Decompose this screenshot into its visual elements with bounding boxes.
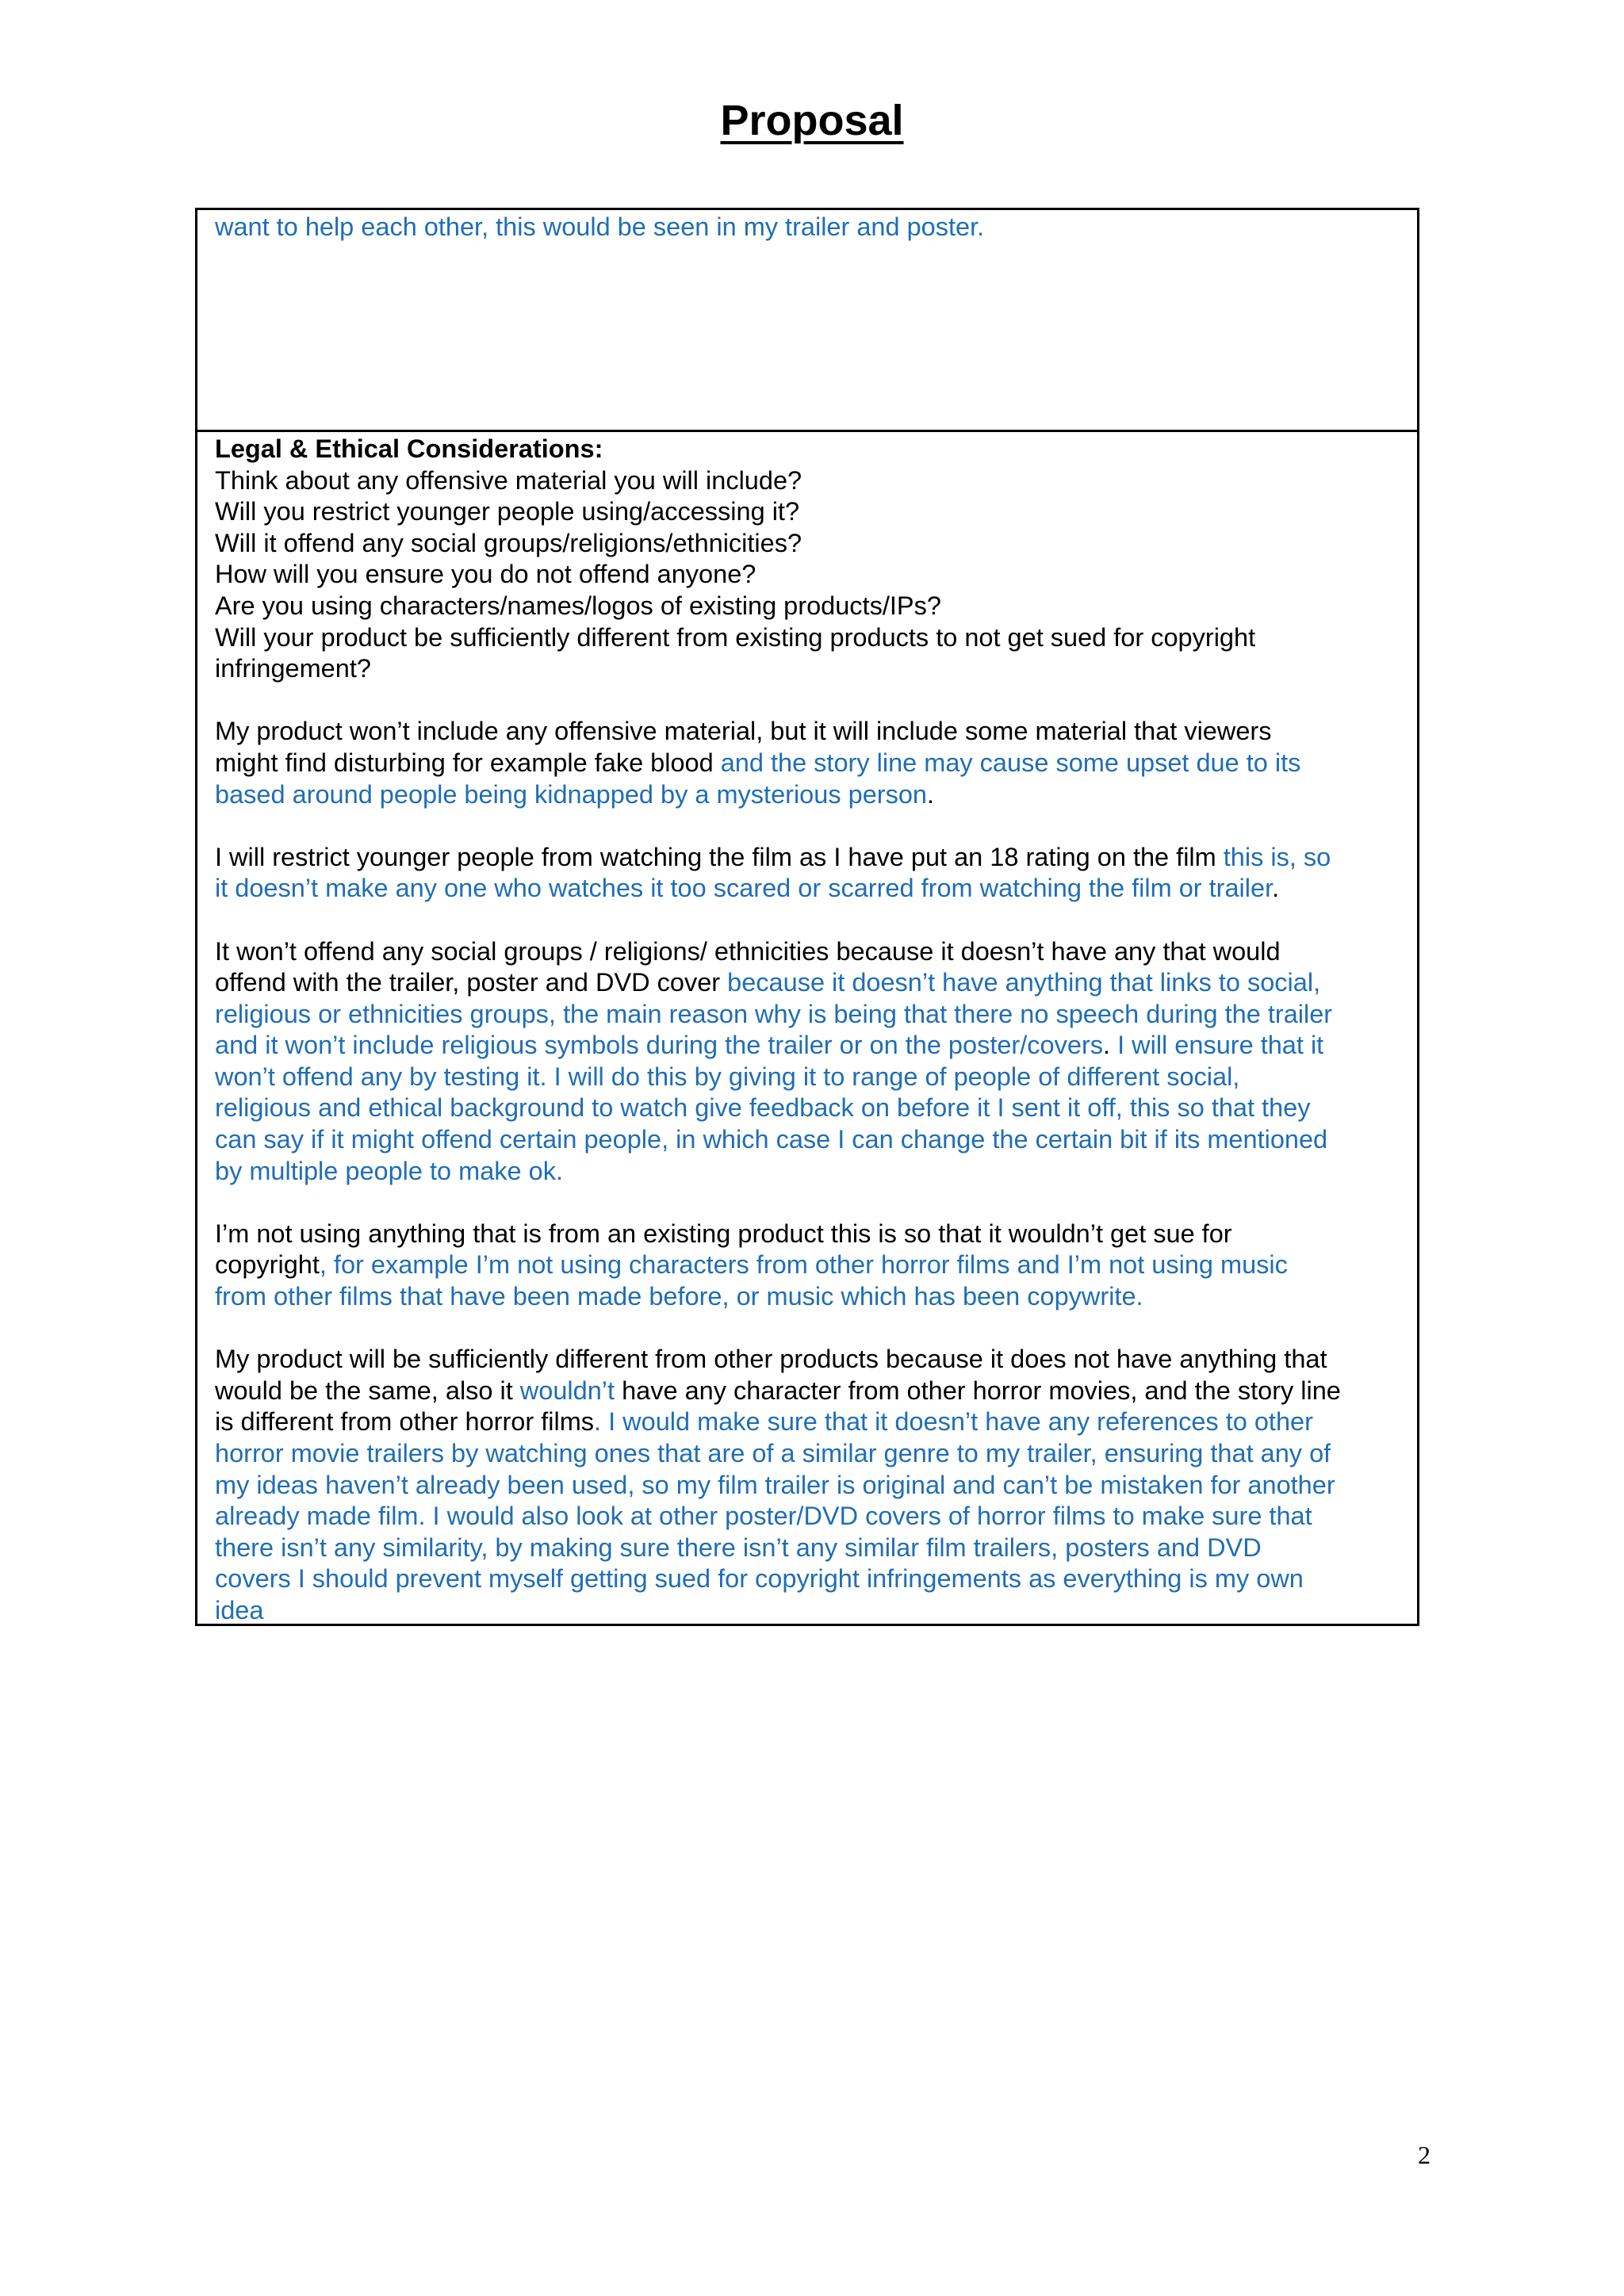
question-line: Will you restrict younger people using/accessing it?: [215, 497, 800, 526]
answer-text-added: from other films that have been made before, or music which has been copywrite.: [215, 1282, 1143, 1311]
answer-social-groups: [215, 936, 1403, 1188]
answer-text-added: , for example I’m not using characters from other horror films and I’m not using music: [319, 1250, 1288, 1280]
question-line: Will it offend any social groups/religions/ethnicities?: [215, 528, 802, 557]
answer-age-restriction: [215, 842, 1403, 905]
answer-text-added: already made film. I would also look at other poster/DVD covers of horror films to make sure that: [215, 1502, 1312, 1531]
answer-text-added: based around people being kidnapped by a mysterious person: [215, 779, 927, 809]
answer-text-added: my ideas haven’t already been used, so my film trailer is original and can’t be mistaken for another: [215, 1470, 1335, 1499]
answer-text: offend with the trailer, poster and DVD cover: [215, 968, 728, 997]
answer-copyright: [215, 1344, 1403, 1626]
question-line: Think about any offensive material you will include?: [215, 465, 802, 495]
continued-text: want to help each other, this would be seen in my trailer and poster.: [215, 212, 985, 241]
proposal-box-continued: [195, 208, 1419, 432]
answer-text-added: won’t offend any by testing it. I will do this by giving it to range of people of different social,: [215, 1062, 1240, 1091]
answer-text-added: religious or ethnicities groups, the main reason why is being that there no speech during the trailer: [215, 999, 1333, 1028]
answer-text-added: by multiple people to make ok.: [215, 1156, 563, 1185]
answer-text: .: [1272, 874, 1280, 903]
answer-text: might find disturbing for example fake blood: [215, 748, 721, 777]
legal-heading: Legal & Ethical Considerations:: [215, 434, 603, 463]
answer-text-added: wouldn’t: [519, 1376, 615, 1405]
answer-text: It won’t offend any social groups / religions/ ethnicities because it doesn’t have any that would: [215, 936, 1281, 966]
legal-ethical-box: [195, 430, 1419, 1626]
answer-text: is different from other horror films: [215, 1407, 595, 1437]
answer-text-added: and the story line may cause some upset due to its: [720, 748, 1301, 777]
answer-text: have any character from other horror movies, and the story line: [615, 1376, 1341, 1405]
question-line: How will you ensure you do not offend anyone?: [215, 560, 756, 589]
answer-text-added: . I would make sure that it doesn’t have any references to other: [594, 1407, 1313, 1437]
answer-text-added: there isn’t any similarity, by making sure there isn’t any similar film trailers, posters and DVD: [215, 1533, 1262, 1562]
answer-text-added: can say if it might offend certain people, in which case I can change the certain bit if its mentioned: [215, 1125, 1328, 1154]
page-title: Proposal: [720, 97, 904, 144]
answer-text-added: and it won’t include religious symbols during the trailer or on the poster/covers: [215, 1031, 1104, 1060]
answer-text: .: [1103, 1031, 1118, 1060]
answer-text-added: religious and ethical background to watch give feedback on before it I sent it off, this so that they: [215, 1093, 1311, 1123]
answer-text-added: I will ensure that it: [1117, 1031, 1324, 1060]
answer-text: I will restrict younger people from watching the film as I have put an 18 rating on the film: [215, 842, 1224, 871]
answer-text: would be the same, also it: [215, 1376, 520, 1405]
answer-offensive-material: [215, 716, 1403, 810]
answer-text-added: horror movie trailers by watching ones that are of a similar genre to my trailer, ensuring that any of: [215, 1439, 1331, 1468]
legal-questions: [215, 434, 1403, 685]
answer-text-added: it doesn’t make any one who watches it too scared or scarred from watching the film or trailer: [215, 874, 1273, 903]
question-line: infringement?: [215, 654, 371, 683]
answer-text: I’m not using anything that is from an existing product this is so that it wouldn’t get sue for: [215, 1219, 1232, 1248]
answer-existing-products: [215, 1219, 1403, 1313]
question-line: Will your product be sufficiently different from existing products to not get sued for copyright: [215, 622, 1256, 652]
answer-text: .: [927, 779, 935, 809]
page-number: 2: [1418, 2141, 1431, 2169]
answer-text: My product won’t include any offensive material, but it will include some material that viewers: [215, 717, 1272, 746]
answer-text-added: covers I should prevent myself getting sued for copyright infringements as everything is my own: [215, 1564, 1304, 1594]
question-line: Are you using characters/names/logos of existing products/IPs?: [215, 591, 941, 620]
answer-text-added: because it doesn’t have anything that links to social,: [727, 968, 1321, 997]
answer-text: My product will be sufficiently different from other products because it does not have anything that: [215, 1345, 1327, 1374]
answer-text-added: this is, so: [1223, 842, 1331, 871]
answer-text: copyright: [215, 1250, 320, 1280]
answer-text-added: idea: [215, 1595, 264, 1624]
